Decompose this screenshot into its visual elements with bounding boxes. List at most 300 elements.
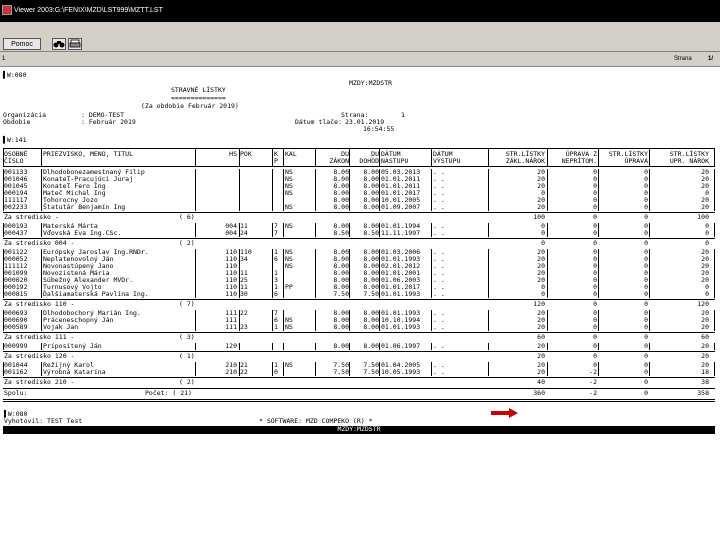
group-total-value: 40 bbox=[537, 378, 545, 386]
column-separator bbox=[649, 148, 650, 166]
column-separator bbox=[547, 362, 548, 376]
column-separator bbox=[239, 343, 240, 350]
width-code: ▌W:141 bbox=[3, 136, 27, 144]
table-cell: 8.00 bbox=[363, 248, 379, 256]
table-cell: 001046 bbox=[4, 175, 28, 183]
table-cell: 001133 bbox=[4, 168, 28, 176]
table-cell: 001099 bbox=[4, 269, 28, 277]
table-cell: 7.50 bbox=[333, 368, 349, 376]
window-title: Viewer 2003:G:\FENIX\MZD\LST999\MZTT.LST bbox=[14, 7, 163, 14]
arrow-icon bbox=[491, 408, 519, 418]
column-separator bbox=[315, 223, 316, 237]
summary-count: Počet: ( 21) bbox=[145, 389, 192, 397]
summary-total-value: 360 bbox=[533, 389, 545, 397]
table-cell: 01.01.2011 bbox=[381, 175, 421, 183]
column-separator bbox=[283, 249, 284, 298]
table-cell: 1 bbox=[274, 248, 278, 256]
column-separator bbox=[283, 362, 284, 376]
table-cell: 0 bbox=[644, 189, 648, 197]
table-cell: 20 bbox=[701, 203, 709, 211]
column-separator bbox=[714, 169, 715, 211]
report-code: ▌W:080 bbox=[3, 71, 27, 79]
table-cell: 0 bbox=[593, 309, 597, 317]
table-cell: 20 bbox=[537, 361, 545, 369]
table-cell: 0 bbox=[593, 189, 597, 197]
table-cell: 111117 bbox=[4, 196, 28, 204]
summary-label: Spolu: bbox=[4, 389, 28, 397]
table-cell: Režijný Karol bbox=[43, 361, 94, 369]
page-label-report: Strana: bbox=[341, 111, 369, 119]
column-separator bbox=[239, 362, 240, 376]
table-cell: 6 bbox=[274, 316, 278, 324]
status-bar-top bbox=[0, 52, 720, 67]
table-cell: Tohorocny Jozo bbox=[43, 196, 98, 204]
table-cell: Dlhodobonezamestnaný Filip bbox=[43, 168, 145, 176]
table-cell: 6 bbox=[274, 255, 278, 263]
table-cell: 7.50 bbox=[333, 290, 349, 298]
table-cell: . . bbox=[433, 248, 445, 256]
column-header: PRIEZVISKO, MENO, TITUL bbox=[43, 150, 134, 158]
table-cell: 20 bbox=[701, 196, 709, 204]
group-total-value: 0 bbox=[705, 239, 709, 247]
table-cell: Novozistená Mária bbox=[43, 269, 110, 277]
table-cell: 210 bbox=[225, 368, 237, 376]
group-total-value: -2 bbox=[589, 378, 597, 386]
table-cell: 25 bbox=[240, 276, 248, 284]
table-cell: . . bbox=[433, 189, 445, 197]
column-separator bbox=[598, 223, 599, 237]
period-value: : Február 2019 bbox=[81, 118, 136, 126]
table-cell: 0 bbox=[705, 290, 709, 298]
group-total-value: 20 bbox=[537, 352, 545, 360]
table-cell: 1 bbox=[274, 269, 278, 277]
table-cell: . . bbox=[433, 269, 445, 277]
column-header: DÁTUM NÁSTUPU bbox=[381, 150, 409, 165]
table-cell: 110 bbox=[225, 262, 237, 270]
table-cell: . . bbox=[433, 283, 445, 291]
table-cell: . . bbox=[433, 229, 445, 237]
table-cell: 20 bbox=[537, 175, 545, 183]
table-cell: 0 bbox=[644, 222, 648, 230]
table-cell: 0 bbox=[644, 229, 648, 237]
table-cell: 0 bbox=[644, 309, 648, 317]
table-cell: 8.00 bbox=[333, 262, 349, 270]
table-cell: . . bbox=[433, 309, 445, 317]
column-header: POK bbox=[240, 150, 252, 158]
row-indicator: 1 bbox=[2, 56, 6, 62]
table-cell: 110 bbox=[225, 248, 237, 256]
table-cell: 01.06.2003 bbox=[381, 276, 421, 284]
table-cell: 0 bbox=[644, 276, 648, 284]
table-cell: 05.03.2013 bbox=[381, 168, 421, 176]
header-rule bbox=[3, 166, 715, 167]
report-title-underline: ============== bbox=[171, 94, 226, 102]
table-cell: Turnusový Vojto bbox=[43, 283, 102, 291]
table-cell: 8.00 bbox=[333, 276, 349, 284]
table-cell: . . bbox=[433, 168, 445, 176]
table-cell: 8.00 bbox=[363, 196, 379, 204]
table-cell: 01.01.2017 bbox=[381, 283, 421, 291]
table-cell: 0 bbox=[644, 196, 648, 204]
column-separator bbox=[283, 343, 284, 350]
bottom-bar bbox=[0, 518, 720, 540]
column-separator bbox=[431, 169, 432, 211]
column-separator bbox=[488, 148, 489, 166]
column-separator bbox=[349, 343, 350, 350]
column-separator bbox=[195, 169, 196, 211]
table-cell: 0 bbox=[593, 290, 597, 298]
table-cell: 110 bbox=[225, 269, 237, 277]
table-cell: 1 bbox=[274, 361, 278, 369]
column-separator bbox=[315, 362, 316, 376]
table-cell: 02.01.2012 bbox=[381, 262, 421, 270]
column-separator bbox=[431, 343, 432, 350]
table-cell: 8.00 bbox=[363, 203, 379, 211]
column-separator bbox=[239, 249, 240, 298]
column-separator bbox=[431, 249, 432, 298]
column-separator bbox=[315, 343, 316, 350]
column-separator bbox=[283, 148, 284, 166]
column-header: DÁTUM VÝSTUPU bbox=[433, 150, 461, 165]
print-icon[interactable] bbox=[68, 38, 82, 50]
column-separator bbox=[547, 169, 548, 211]
table-cell: 20 bbox=[537, 203, 545, 211]
column-separator bbox=[3, 148, 4, 166]
column-separator bbox=[272, 310, 273, 331]
column-header: STR.LÍSTKY UPR. NÁROK bbox=[669, 150, 709, 165]
table-cell: 7 bbox=[274, 229, 278, 237]
column-header: K P bbox=[274, 150, 278, 165]
table-cell: NS bbox=[285, 361, 293, 369]
table-bottom-rule-double bbox=[3, 401, 715, 402]
table-cell: 20 bbox=[701, 168, 709, 176]
org-label: Organizácia bbox=[3, 111, 47, 119]
summary-rule bbox=[3, 388, 715, 389]
column-separator bbox=[272, 223, 273, 237]
table-cell: 0 bbox=[593, 248, 597, 256]
group-total-label: Za stredisko 110 - bbox=[4, 300, 75, 308]
table-cell: 000693 bbox=[4, 309, 28, 317]
column-separator bbox=[195, 223, 196, 237]
column-separator bbox=[239, 169, 240, 211]
column-separator bbox=[547, 343, 548, 350]
column-separator bbox=[283, 310, 284, 331]
table-cell: 0 bbox=[705, 189, 709, 197]
table-cell: NS bbox=[285, 323, 293, 331]
column-separator bbox=[349, 169, 350, 211]
table-cell: 20 bbox=[537, 323, 545, 331]
column-separator bbox=[379, 249, 380, 298]
table-cell: 0 bbox=[644, 368, 648, 376]
table-cell: Európsky Jaroslav Ing.RNDr. bbox=[43, 248, 149, 256]
table-cell: 11 bbox=[240, 222, 248, 230]
column-separator bbox=[272, 249, 273, 298]
group-rule bbox=[3, 299, 715, 300]
group-total-value: 0 bbox=[644, 213, 648, 221]
group-total-count: ( 2) bbox=[179, 239, 195, 247]
table-cell: Konateľ Fero Ing bbox=[43, 182, 106, 190]
table-cell: . . bbox=[433, 262, 445, 270]
group-rule bbox=[3, 212, 715, 213]
table-cell: 0 bbox=[593, 203, 597, 211]
column-separator bbox=[195, 249, 196, 298]
column-separator bbox=[649, 249, 650, 298]
table-cell: Vďovská Eva Ing.CSc. bbox=[43, 229, 122, 237]
table-cell: 20 bbox=[537, 262, 545, 270]
table-cell: 0 bbox=[541, 283, 545, 291]
binoculars-icon[interactable] bbox=[52, 38, 66, 50]
column-separator bbox=[3, 249, 4, 298]
table-cell: 8.00 bbox=[333, 203, 349, 211]
report-document bbox=[3, 68, 717, 518]
table-cell: 004 bbox=[225, 222, 237, 230]
group-total-value: 120 bbox=[697, 300, 709, 308]
table-cell: 6 bbox=[274, 290, 278, 298]
table-cell: NS bbox=[285, 182, 293, 190]
table-cell: NS bbox=[285, 175, 293, 183]
help-button[interactable]: Pomoc bbox=[3, 38, 41, 50]
group-total-count: ( 1) bbox=[179, 352, 195, 360]
column-separator bbox=[488, 343, 489, 350]
column-separator bbox=[598, 343, 599, 350]
table-cell: 23 bbox=[240, 323, 248, 331]
column-separator bbox=[41, 362, 42, 376]
table-cell: 0 bbox=[541, 290, 545, 298]
window-titlebar bbox=[0, 0, 720, 22]
group-total-value: 0 bbox=[644, 239, 648, 247]
table-cell: 0 bbox=[274, 368, 278, 376]
column-separator bbox=[649, 362, 650, 376]
table-cell: 0 bbox=[644, 182, 648, 190]
group-total-value: 60 bbox=[537, 333, 545, 341]
column-separator bbox=[714, 249, 715, 298]
group-total-value: 100 bbox=[697, 213, 709, 221]
group-total-count: ( 6) bbox=[179, 213, 195, 221]
table-cell: 0 bbox=[593, 222, 597, 230]
table-cell: 20 bbox=[537, 316, 545, 324]
table-cell: . . bbox=[433, 203, 445, 211]
table-cell: NS bbox=[285, 168, 293, 176]
column-separator bbox=[714, 223, 715, 237]
table-cell: . . bbox=[433, 196, 445, 204]
table-cell: . . bbox=[433, 276, 445, 284]
table-cell: 1 bbox=[274, 283, 278, 291]
table-cell: 110 bbox=[225, 290, 237, 298]
group-total-value: 0 bbox=[593, 213, 597, 221]
column-header: DU DOHOD bbox=[359, 150, 379, 165]
summary-total-value: 0 bbox=[644, 389, 648, 397]
table-cell: 0 bbox=[644, 290, 648, 298]
column-header: DU ZÁKON bbox=[329, 150, 349, 165]
column-separator bbox=[349, 249, 350, 298]
table-cell: NS bbox=[285, 316, 293, 324]
table-cell: 0 bbox=[593, 175, 597, 183]
table-cell: 20 bbox=[701, 323, 709, 331]
table-cell: . . bbox=[433, 175, 445, 183]
table-cell: 20 bbox=[701, 182, 709, 190]
table-cell: 8.00 bbox=[333, 269, 349, 277]
table-cell: 8.00 bbox=[363, 175, 379, 183]
column-separator bbox=[649, 223, 650, 237]
table-cell: 01.01.1993 bbox=[381, 290, 421, 298]
table-cell: 11.11.1997 bbox=[381, 229, 421, 237]
column-separator bbox=[272, 169, 273, 211]
table-cell: 000589 bbox=[4, 323, 28, 331]
column-separator bbox=[315, 249, 316, 298]
table-cell: 8.00 bbox=[333, 182, 349, 190]
column-separator bbox=[379, 223, 380, 237]
column-separator bbox=[488, 249, 489, 298]
column-separator bbox=[547, 148, 548, 166]
column-separator bbox=[283, 169, 284, 211]
table-cell: 01.01.2011 bbox=[381, 182, 421, 190]
table-cell: 10.01.2005 bbox=[381, 196, 421, 204]
table-cell: Materská Márta bbox=[43, 222, 98, 230]
table-cell: 000194 bbox=[4, 189, 28, 197]
column-separator bbox=[239, 223, 240, 237]
table-cell: 0 bbox=[705, 283, 709, 291]
footer-program-bar: MZDY:MZDSTR bbox=[3, 426, 715, 434]
column-separator bbox=[488, 169, 489, 211]
table-cell: 0 bbox=[644, 283, 648, 291]
table-cell: 22 bbox=[240, 309, 248, 317]
table-cell: 0 bbox=[644, 316, 648, 324]
table-cell: 0 bbox=[593, 361, 597, 369]
group-total-label: Za stredisko 210 - bbox=[4, 378, 75, 386]
column-separator bbox=[598, 148, 599, 166]
toolbar bbox=[0, 22, 720, 52]
column-header: KAL bbox=[285, 150, 297, 158]
table-cell: 0 bbox=[644, 255, 648, 263]
table-cell: 8.00 bbox=[333, 342, 349, 350]
column-separator bbox=[547, 249, 548, 298]
table-cell: 7.50 bbox=[363, 368, 379, 376]
table-cell: 01.01.1993 bbox=[381, 309, 421, 317]
table-cell: 8.00 bbox=[363, 309, 379, 317]
table-cell: Výrobná Katarína bbox=[43, 368, 106, 376]
table-cell: 0 bbox=[541, 189, 545, 197]
table-cell: 004 bbox=[225, 229, 237, 237]
column-separator bbox=[3, 310, 4, 331]
column-separator bbox=[3, 343, 4, 350]
table-cell: 0 bbox=[705, 222, 709, 230]
table-cell: 0 bbox=[705, 229, 709, 237]
table-cell: 20 bbox=[701, 269, 709, 277]
table-cell: 0 bbox=[644, 323, 648, 331]
table-cell: Novonastúpený Jano bbox=[43, 262, 114, 270]
table-cell: 20 bbox=[537, 182, 545, 190]
table-cell: 01.01.1993 bbox=[381, 255, 421, 263]
column-separator bbox=[379, 362, 380, 376]
group-total-value: 38 bbox=[701, 378, 709, 386]
table-cell: Štatutár Benjamín Ing bbox=[43, 203, 126, 211]
table-bottom-rule bbox=[3, 399, 715, 400]
table-cell: 0 bbox=[593, 269, 597, 277]
table-cell: 20 bbox=[537, 248, 545, 256]
column-separator bbox=[488, 223, 489, 237]
table-cell: 002233 bbox=[4, 203, 28, 211]
table-cell: 001122 bbox=[4, 248, 28, 256]
table-cell: 111 bbox=[225, 309, 237, 317]
table-cell: 0 bbox=[644, 203, 648, 211]
table-cell: 0 bbox=[541, 222, 545, 230]
column-separator bbox=[714, 362, 715, 376]
summary-total-value: -2 bbox=[589, 389, 597, 397]
group-total-label: Za stredisko - bbox=[4, 213, 59, 221]
table-top-rule bbox=[3, 148, 715, 149]
column-separator bbox=[714, 343, 715, 350]
print-date-label: Dátum tlače: bbox=[295, 118, 342, 126]
report-period-line: (Za obdobie Február 2019) bbox=[141, 102, 239, 110]
table-cell: 20 bbox=[701, 316, 709, 324]
column-separator bbox=[649, 343, 650, 350]
table-cell: 7.50 bbox=[333, 361, 349, 369]
table-cell: Vojak Jan bbox=[43, 323, 79, 331]
group-total-value: 20 bbox=[701, 352, 709, 360]
table-cell: 20 bbox=[701, 175, 709, 183]
column-separator bbox=[349, 310, 350, 331]
column-separator bbox=[431, 362, 432, 376]
table-cell: . . bbox=[433, 342, 445, 350]
footer-code: ▌W:080 bbox=[4, 410, 28, 418]
table-cell: 20 bbox=[701, 255, 709, 263]
table-cell: . . bbox=[433, 323, 445, 331]
column-separator bbox=[431, 310, 432, 331]
table-cell: 8.00 bbox=[333, 283, 349, 291]
table-cell: 10.10.1994 bbox=[381, 316, 421, 324]
table-cell: 0 bbox=[644, 361, 648, 369]
table-cell: 8.00 bbox=[333, 309, 349, 317]
column-header: STR.LÍSTKY ÚPRAVA bbox=[608, 150, 648, 165]
table-cell: 000192 bbox=[4, 283, 28, 291]
column-separator bbox=[41, 310, 42, 331]
table-cell: 11 bbox=[240, 283, 248, 291]
table-cell: 01.01.1993 bbox=[381, 323, 421, 331]
column-separator bbox=[272, 343, 273, 350]
table-cell: 8.00 bbox=[333, 175, 349, 183]
table-cell: 8.00 bbox=[363, 182, 379, 190]
group-total-value: 0 bbox=[593, 333, 597, 341]
table-cell: 18 bbox=[701, 368, 709, 376]
table-cell: NS bbox=[285, 203, 293, 211]
column-separator bbox=[41, 223, 42, 237]
table-cell: 20 bbox=[537, 269, 545, 277]
page-value: 1/ bbox=[708, 56, 714, 62]
table-cell: 111 bbox=[225, 316, 237, 324]
column-separator bbox=[41, 249, 42, 298]
table-cell: 0 bbox=[593, 283, 597, 291]
column-separator bbox=[649, 310, 650, 331]
software-line: * SOFTWARE: MZD COMPEKO (R) * bbox=[259, 417, 373, 425]
table-cell: 8.00 bbox=[363, 323, 379, 331]
group-total-value: 0 bbox=[593, 352, 597, 360]
table-cell: . . bbox=[433, 182, 445, 190]
table-cell: 7.50 bbox=[363, 361, 379, 369]
column-separator bbox=[349, 223, 350, 237]
table-cell: Práceneschopný Ján bbox=[43, 316, 114, 324]
column-separator bbox=[3, 169, 4, 211]
table-cell: 01.01.1994 bbox=[381, 222, 421, 230]
table-cell: 8.00 bbox=[333, 168, 349, 176]
table-cell: 0 bbox=[644, 342, 648, 350]
table-cell: 111 bbox=[225, 323, 237, 331]
table-cell: 1 bbox=[274, 323, 278, 331]
column-separator bbox=[379, 169, 380, 211]
table-cell: . . bbox=[433, 368, 445, 376]
group-total-value: 0 bbox=[644, 300, 648, 308]
column-separator bbox=[547, 223, 548, 237]
group-total-value: 0 bbox=[644, 333, 648, 341]
